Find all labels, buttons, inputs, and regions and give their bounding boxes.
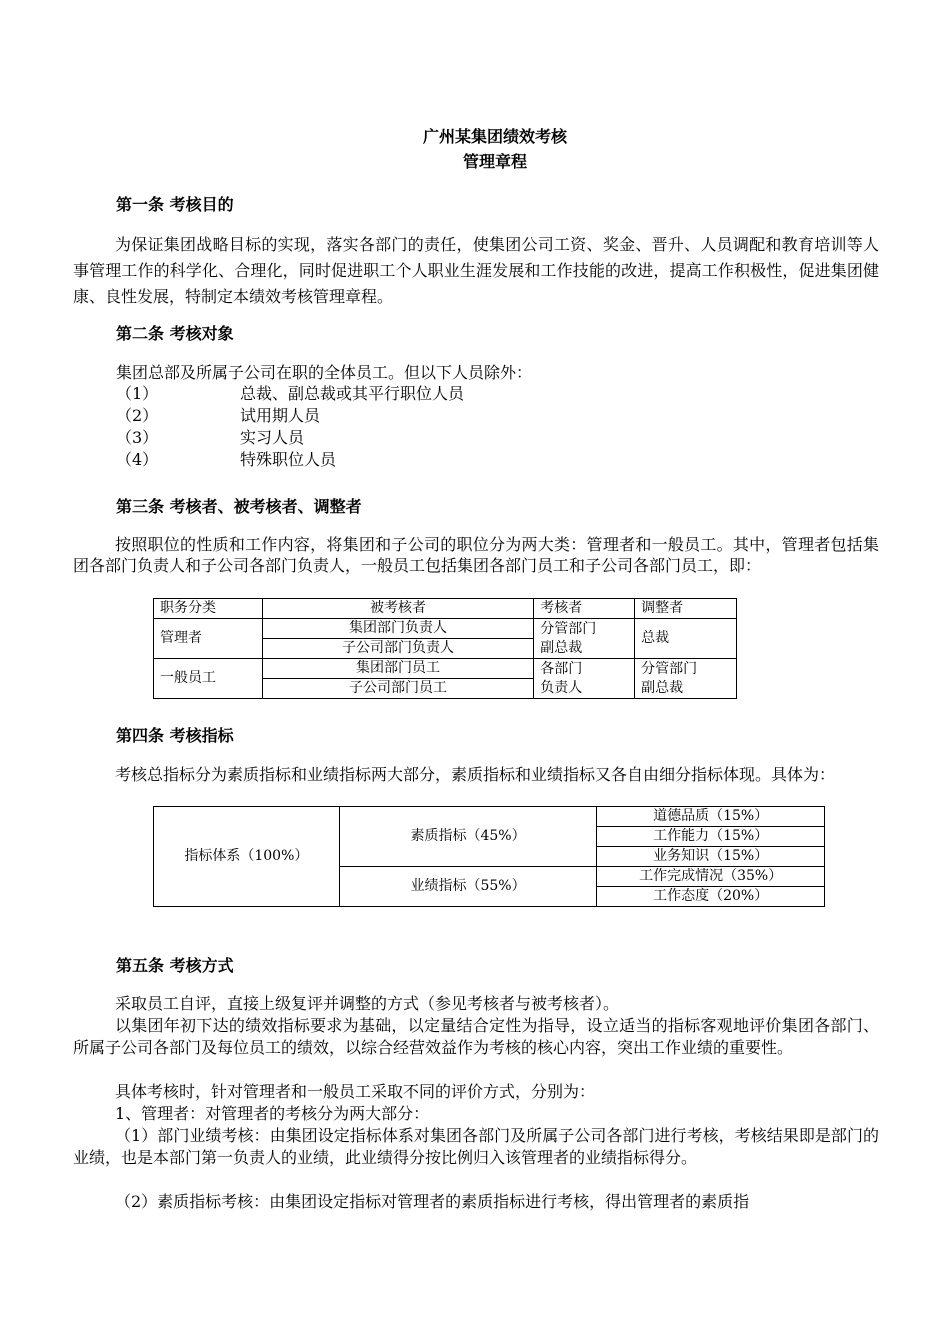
article-3-heading: 第三条 考核者、被考核者、调整者 bbox=[116, 497, 362, 516]
article-4-paragraph: 考核总指标分为素质指标和业绩指标两大部分，素质指标和业绩指标又各自由细分指标体现。具体为： bbox=[115, 765, 836, 784]
exclusion-item-number: （1） bbox=[116, 384, 159, 403]
sub-indicator-cell: 业务知识（15%） bbox=[597, 847, 825, 867]
table-header-row bbox=[154, 599, 737, 619]
indicator-system-table bbox=[153, 806, 825, 907]
article-5-paragraph-1: 采取员工自评，直接上级复评并调整的方式（参见考核者与被考核者）。 bbox=[115, 994, 620, 1013]
assessor-cell bbox=[534, 619, 635, 659]
indicator-root-cell: 指标体系（100%） bbox=[154, 807, 340, 907]
assessor-cell bbox=[534, 659, 635, 699]
exclusion-item-text: 试用期人员 bbox=[240, 406, 321, 425]
exclusion-item-number: （2） bbox=[116, 406, 159, 425]
article-2-intro: 集团总部及所属子公司在职的全体员工。但以下人员除外： bbox=[116, 363, 533, 382]
table-header-cell: 调整者 bbox=[635, 599, 737, 619]
table-row bbox=[154, 659, 737, 679]
exclusion-item-text: 特殊职位人员 bbox=[240, 450, 337, 469]
category-cell: 一般员工 bbox=[154, 659, 263, 699]
adjuster-line: 副总裁 bbox=[641, 679, 684, 696]
article-5-paragraph-6: （2）素质指标考核：由集团设定指标对管理者的素质指标进行考核，得出管理者的素质指 bbox=[115, 1192, 750, 1211]
sub-indicator-cell: 工作能力（15%） bbox=[597, 827, 825, 847]
sub-indicator-cell: 道德品质（15%） bbox=[597, 807, 825, 827]
quality-indicator-cell: 素质指标（45%） bbox=[339, 807, 597, 867]
assessor-line: 分管部门 bbox=[540, 620, 597, 637]
table-row bbox=[154, 807, 825, 827]
performance-indicator-cell: 业绩指标（55%） bbox=[339, 867, 597, 907]
exclusion-item-number: （3） bbox=[116, 428, 159, 447]
article-5-paragraph-2: 以集团年初下达的绩效指标要求为基础，以定量结合定性为指导，设立适当的指标客观地评价集团各部门、所属子公司各部门及每位员工的绩效，以综合经营效益作为考核的核心内容，突出工作业绩的重要性。 bbox=[73, 1016, 879, 1057]
assessor-line: 各部门 bbox=[540, 660, 583, 677]
sub-indicator-cell: 工作态度（20%） bbox=[597, 887, 825, 907]
exclusion-item-number: （4） bbox=[116, 450, 159, 469]
article-5-paragraph-3: 具体考核时，针对管理者和一般员工采取不同的评价方式，分别为： bbox=[115, 1082, 596, 1101]
adjuster-line: 分管部门 bbox=[641, 660, 698, 677]
article-1-paragraph: 为保证集团战略目标的实现，落实各部门的责任，使集团公司工资、奖金、晋升、人员调配和教育培训等人事管理工作的科学化、合理化，同时促进职工个人职业生涯发展和工作技能的改进，提高工作积极性，促进集团健康、良性发展，特制定本绩效考核管理章程。 bbox=[73, 235, 879, 306]
table-header-cell: 被考核者 bbox=[262, 599, 533, 619]
article-5-heading: 第五条 考核方式 bbox=[116, 956, 234, 975]
article-3-paragraph: 按照职位的性质和工作内容，将集团和子公司的职位分为两大类：管理者和一般员工。其中，管理者包括集团各部门负责人和子公司各部门负责人，一般员工包括集团各部门员工和子公司各部门员工，即： bbox=[73, 535, 879, 575]
article-1-heading: 第一条 考核目的 bbox=[116, 195, 234, 214]
document-title: 广州某集团绩效考核 bbox=[422, 127, 567, 146]
sub-indicator-cell: 工作完成情况（35%） bbox=[597, 867, 825, 887]
assessee-cell: 子公司部门员工 bbox=[262, 679, 533, 699]
exclusion-item-text: 实习人员 bbox=[240, 428, 305, 447]
assessee-cell: 集团部门员工 bbox=[262, 659, 533, 679]
article-5-paragraph-4: 1、管理者：对管理者的考核分为两大部分： bbox=[115, 1104, 430, 1123]
article-4-heading: 第四条 考核指标 bbox=[116, 726, 234, 745]
exclusion-item-text: 总裁、副总裁或其平行职位人员 bbox=[240, 384, 465, 403]
assessor-line: 副总裁 bbox=[540, 639, 583, 656]
adjuster-cell: 总裁 bbox=[635, 619, 737, 659]
table-header-cell: 考核者 bbox=[534, 599, 635, 619]
document-subtitle: 管理章程 bbox=[462, 152, 527, 171]
assessor-line: 负责人 bbox=[540, 679, 583, 696]
article-2-heading: 第二条 考核对象 bbox=[116, 324, 234, 343]
article-5-paragraph-5: （1）部门业绩考核：由集团设定指标体系对集团各部门及所属子公司各部门进行考核，考核结果即是部门的业绩，也是本部门第一负责人的业绩，此业绩得分按比例归入该管理者的业绩指标得分。 bbox=[73, 1126, 879, 1167]
assessee-cell: 集团部门负责人 bbox=[262, 619, 533, 639]
role-assignment-table bbox=[153, 598, 737, 699]
category-cell: 管理者 bbox=[154, 619, 263, 659]
table-row bbox=[154, 619, 737, 639]
adjuster-cell bbox=[635, 659, 737, 699]
table-header-cell: 职务分类 bbox=[154, 599, 263, 619]
assessee-cell: 子公司部门负责人 bbox=[262, 639, 533, 659]
